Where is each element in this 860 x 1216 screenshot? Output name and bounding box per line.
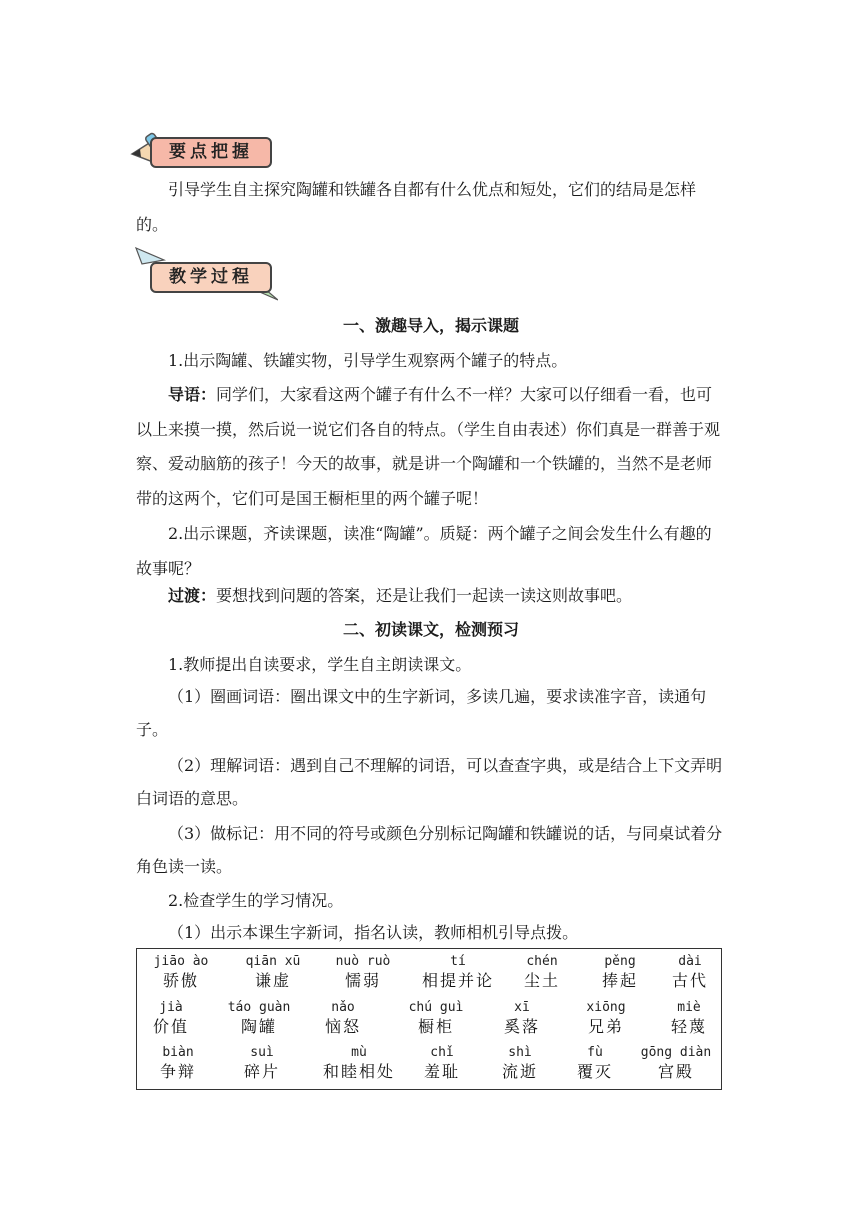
word: 古代 bbox=[671, 971, 708, 990]
pinyin: fù bbox=[587, 1045, 603, 1060]
pinyin: dài bbox=[678, 954, 702, 969]
vocab-item bbox=[569, 1000, 643, 1038]
section2-item3: （3）做标记：用不同的符号或颜色分别标记陶罐和铁罐说的话，与同桌试着分角色读一读。 bbox=[136, 824, 723, 876]
pinyin: biàn bbox=[162, 1045, 194, 1060]
pinyin: xiōng bbox=[586, 1000, 626, 1015]
word: 轻蔑 bbox=[670, 1017, 707, 1036]
section2-item2: （2）理解词语：遇到自己不理解的词语，可以查查字典，或是结合上下文弄明白词语的意思。 bbox=[136, 756, 723, 808]
word: 相提并论 bbox=[421, 971, 494, 990]
pinyin: jià bbox=[159, 1000, 183, 1015]
pinyin: pěng bbox=[604, 954, 636, 969]
vocab-item bbox=[659, 954, 721, 992]
vocab-item bbox=[145, 1000, 197, 1038]
vocab-item bbox=[323, 954, 403, 992]
vocab-item bbox=[413, 954, 503, 992]
word: 流逝 bbox=[501, 1062, 538, 1081]
vocab-item bbox=[409, 1045, 475, 1083]
vocab-item bbox=[313, 1000, 373, 1038]
vocab-item bbox=[215, 1000, 303, 1038]
key-points-text: 引导学生自主探究陶罐和铁罐各自都有什么优点和短处，它们的结局是怎样的。 bbox=[136, 180, 697, 234]
transition-label: 过渡： bbox=[168, 586, 217, 605]
word: 宫殿 bbox=[657, 1062, 694, 1081]
word: 价值 bbox=[152, 1017, 189, 1036]
vocab-table bbox=[136, 948, 722, 1090]
pinyin: gōng diàn bbox=[640, 1045, 712, 1060]
section1-p1: 1.出示陶罐、铁罐实物，引导学生观察两个罐子的特点。 bbox=[168, 351, 568, 370]
vocab-item bbox=[487, 1045, 553, 1083]
section2-item1: （1）圈画词语：圈出课文中的生字新词，多读几遍，要求读准字音，读通句子。 bbox=[136, 687, 707, 739]
vocab-row bbox=[137, 1045, 721, 1089]
pinyin: jiāo ào bbox=[153, 954, 209, 969]
pinyin: táo guàn bbox=[227, 1000, 291, 1015]
vocab-item bbox=[489, 1000, 555, 1038]
guide-text: 同学们，大家看这两个罐子有什么不一样？大家可以仔细看一看，也可以上来摸一摸，然后说一说它们各自的特点。（学生自由表述）你们真是一群善于观察、爱动脑筋的孩子！今天的故事，就是讲一个陶罐和一个铁罐的，当然不是老师带的这两个，它们可是国王橱柜里的两个罐子呢！ bbox=[136, 385, 721, 508]
vocab-item bbox=[395, 1000, 477, 1038]
process-label: 教学过程 bbox=[150, 262, 272, 293]
section2-heading: 二、初读课文，检测预习 bbox=[342, 620, 519, 639]
word: 恼怒 bbox=[324, 1017, 361, 1036]
pinyin: shì bbox=[508, 1045, 532, 1060]
word: 谦虚 bbox=[254, 971, 291, 990]
vocab-item bbox=[233, 954, 313, 992]
pinyin: chú guì bbox=[408, 1000, 464, 1015]
pinyin: nuò ruò bbox=[335, 954, 391, 969]
vocab-row bbox=[137, 954, 721, 998]
word: 懦弱 bbox=[344, 971, 381, 990]
section1-guide bbox=[136, 378, 726, 516]
pinyin: qiān xū bbox=[245, 954, 301, 969]
word: 橱柜 bbox=[417, 1017, 454, 1036]
section2-item4: （1）出示本课生字新词，指名认读，教师相机引导点拨。 bbox=[168, 923, 579, 942]
key-points-label: 要点把握 bbox=[150, 137, 272, 168]
word: 奚落 bbox=[503, 1017, 540, 1036]
pinyin: nǎo bbox=[331, 1000, 355, 1015]
pinyin: chén bbox=[526, 954, 558, 969]
vocab-item bbox=[145, 954, 217, 992]
pinyin: mù bbox=[351, 1045, 367, 1060]
vocab-item bbox=[585, 954, 655, 992]
vocab-item bbox=[657, 1000, 721, 1038]
vocab-item bbox=[143, 1045, 213, 1083]
guide-label: 导语： bbox=[168, 385, 217, 404]
pinyin: chǐ bbox=[430, 1045, 454, 1060]
word: 捧起 bbox=[601, 971, 638, 990]
word: 碎片 bbox=[243, 1062, 280, 1081]
section1-transition bbox=[136, 578, 726, 613]
word: 覆灭 bbox=[576, 1062, 613, 1081]
vocab-item bbox=[507, 954, 577, 992]
word: 尘土 bbox=[523, 971, 560, 990]
vocab-item bbox=[631, 1045, 721, 1083]
section1-p2: 2.出示课题，齐读课题，读准“陶罐”。质疑：两个罐子之间会发生什么有趣的故事呢？ bbox=[136, 524, 712, 578]
pinyin: xī bbox=[514, 1000, 530, 1015]
section2-p2: 2.检查学生的学习情况。 bbox=[168, 891, 344, 910]
vocab-item bbox=[565, 1045, 625, 1083]
section2-p1: 1.教师提出自读要求，学生自主朗读课文。 bbox=[168, 655, 472, 674]
vocab-row bbox=[137, 1000, 721, 1044]
word: 争辩 bbox=[159, 1062, 196, 1081]
word: 羞耻 bbox=[423, 1062, 460, 1081]
vocab-item bbox=[313, 1045, 405, 1083]
process-banner bbox=[128, 242, 278, 304]
section1-heading: 一、激趣导入，揭示课题 bbox=[342, 316, 519, 335]
pinyin: suì bbox=[250, 1045, 274, 1060]
word: 兄弟 bbox=[587, 1017, 624, 1036]
pinyin: tí bbox=[450, 954, 466, 969]
pinyin: miè bbox=[677, 1000, 701, 1015]
transition-text: 要想找到问题的答案，还是让我们一起读一读这则故事吧。 bbox=[216, 586, 633, 605]
word: 骄傲 bbox=[162, 971, 199, 990]
word: 和睦相处 bbox=[322, 1062, 395, 1081]
vocab-item bbox=[227, 1045, 297, 1083]
word: 陶罐 bbox=[240, 1017, 277, 1036]
